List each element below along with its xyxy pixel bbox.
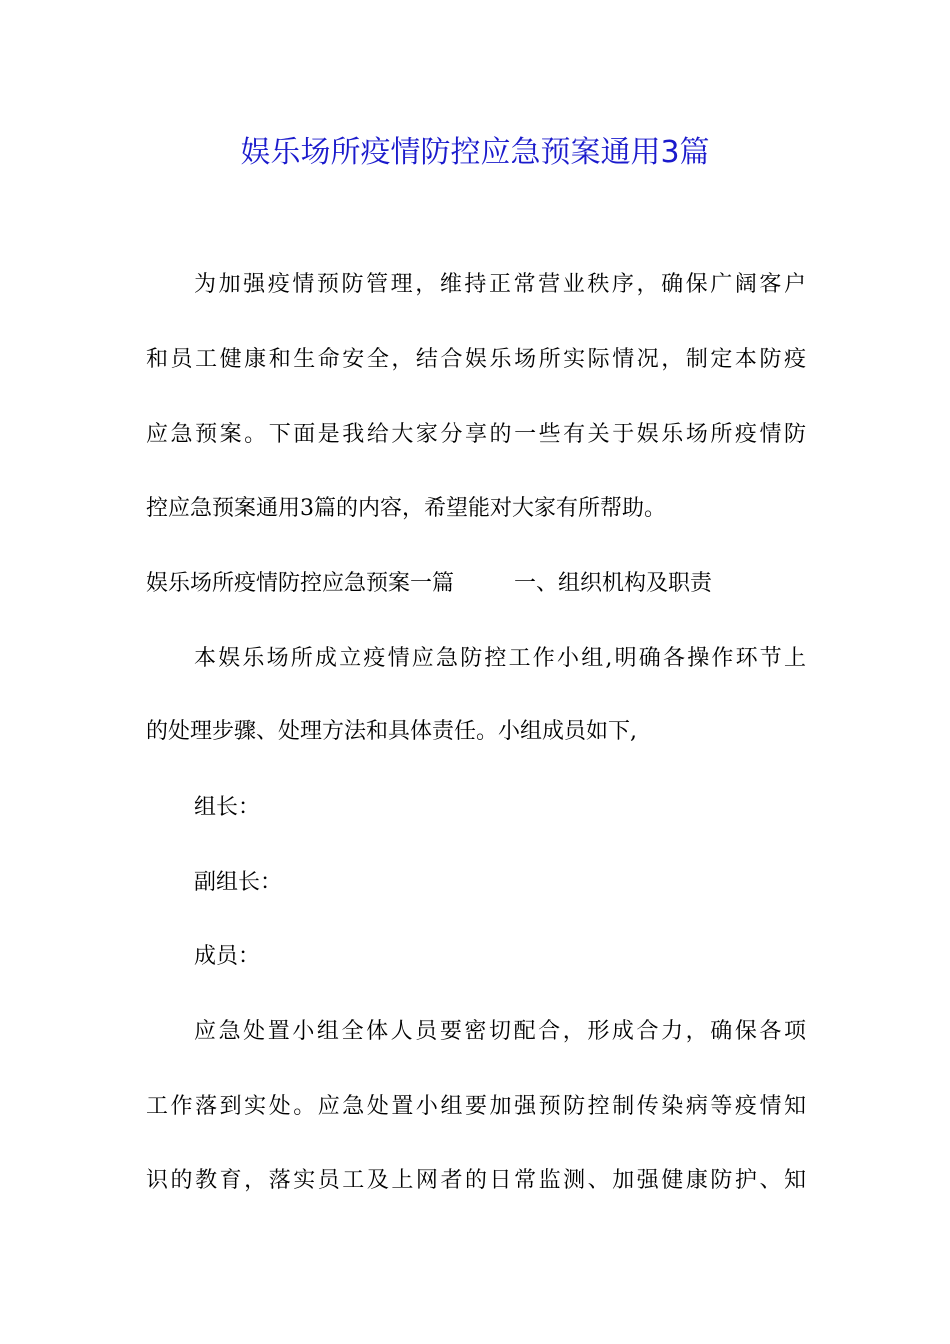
para3-line-3: 识的教育，落实员工及上网者的日常监测、加强健康防护、知	[146, 1168, 806, 1193]
para3-line-2: 工作落到实处。应急处置小组要加强预防控制传染病等疫情知	[146, 1094, 806, 1119]
role-leader: 组长：	[194, 795, 261, 820]
role-deputy: 副组长：	[194, 870, 283, 895]
para2-line-2: 的处理步骤、处理方法和具体责任。小组成员如下,	[146, 719, 637, 744]
section-sub-title: 一、组织机构及职责	[514, 571, 713, 596]
section-part-title: 娱乐场所疫情防控应急预案一篇	[146, 571, 455, 596]
para3-line-1: 应急处置小组全体人员要密切配合，形成合力，确保各项	[194, 1019, 806, 1044]
para2-line-1: 本娱乐场所成立疫情应急防控工作小组,明确各操作环节上	[194, 646, 806, 671]
intro-line-3: 应急预案。下面是我给大家分享的一些有关于娱乐场所疫情防	[146, 422, 806, 447]
intro-line-1: 为加强疫情预防管理，维持正常营业秩序，确保广阔客户	[194, 272, 806, 297]
role-members: 成员：	[194, 944, 261, 969]
section-heading	[146, 569, 712, 599]
document-title: 娱乐场所疫情防控应急预案通用3篇	[240, 135, 710, 170]
intro-line-4: 控应急预案通用3篇的内容，希望能对大家有所帮助。	[146, 496, 666, 521]
intro-line-2: 和员工健康和生命安全，结合娱乐场所实际情况，制定本防疫	[146, 347, 806, 372]
